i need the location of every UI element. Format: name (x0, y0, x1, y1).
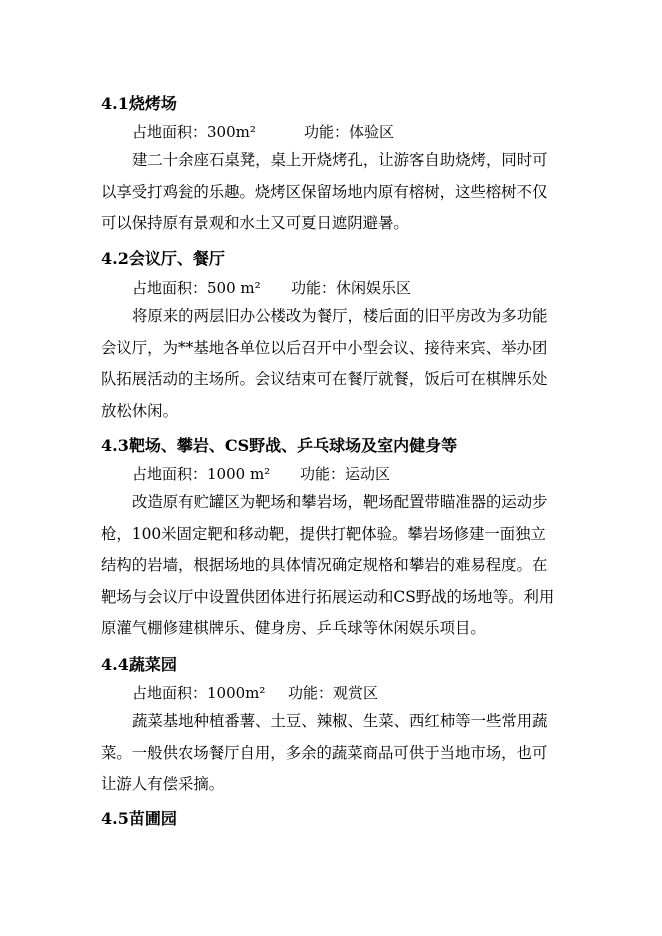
section-heading-bbq: 4.1烧烤场 (101, 94, 177, 113)
function-label-bbq: 功能：体验区 (304, 123, 395, 141)
function-label-vegetable-garden: 功能：观赏区 (288, 684, 379, 702)
section-body-bbq: 建二十余座石桌凳，桌上开烧烤孔，让游客自助烧烤，同时可以享受打鸡瓮的乐趣。烧烤区保留场地内原有榕树，这些榕树不仅可以保持原有景观和水土又可夏日遮阴避暑。 (101, 151, 548, 233)
section-body-vegetable-garden: 蔬菜基地种植番薯、土豆、辣椒、生菜、西红柿等一些常用蔬菜。一般供农场餐厅自用，多余的蔬菜商品可供于当地市场，也可让游人有偿采摘。 (101, 712, 548, 794)
function-label-sports: 功能：运动区 (300, 465, 391, 483)
area-label-meeting-hall: 占地面积：500 m² (132, 279, 261, 297)
area-label-bbq: 占地面积：300m² (132, 123, 256, 141)
section-body-sports: 改造原有贮罐区为靶场和攀岩场，靶场配置带瞄准器的运动步枪，100米固定靶和移动靶，提供打靶体验。攀岩场修建一面独立结构的岩墙，根据场地的具体情况确定规格和攀岩的难易程度。在靶场与会议厅中设置供团体进行拓展运动和CS野战的场地等。利用原灌气棚修建棋牌乐、健身房、乒乓球等休闲娱乐项目。 (101, 493, 555, 638)
area-label-vegetable-garden: 占地面积：1000m² (132, 684, 266, 702)
section-heading-nursery: 4.5苗圃园 (101, 809, 177, 828)
section-heading-meeting-hall: 4.2会议厅、餐厅 (101, 249, 225, 268)
section-heading-sports: 4.3靶场、攀岩、CS野战、乒乓球场及室内健身等 (101, 436, 458, 455)
area-label-sports: 占地面积：1000 m² (132, 465, 271, 483)
section-body-meeting-hall: 将原来的两层旧办公楼改为餐厅，楼后面的旧平房改为多功能会议厅，为**基地各单位以后召开中小型会议、接待来宾、举办团队拓展活动的主场所。会议结束可在餐厅就餐，饭后可在棋牌乐处放松休闲。 (101, 307, 548, 420)
function-label-meeting-hall: 功能：休闲娱乐区 (291, 279, 412, 297)
section-heading-vegetable-garden: 4.4蔬菜园 (101, 655, 177, 674)
